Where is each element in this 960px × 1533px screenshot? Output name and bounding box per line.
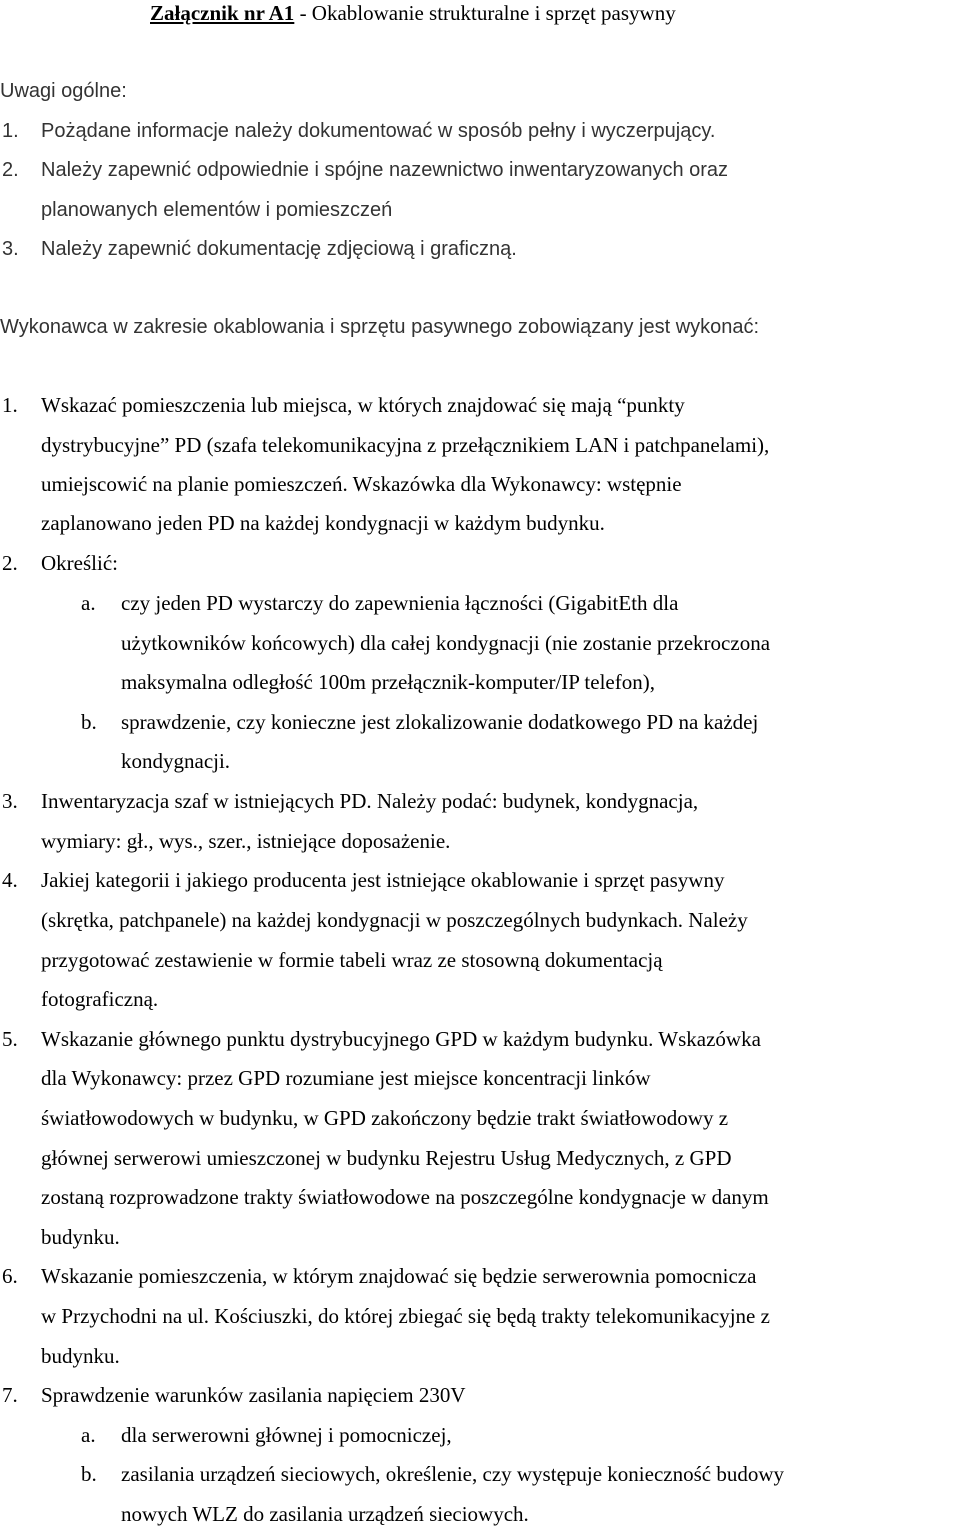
task-7b-letter: b. — [81, 1462, 97, 1486]
task-5-num: 5. — [2, 1027, 18, 1051]
task-4-num: 4. — [2, 868, 18, 892]
task-5-line-1: Wskazanie głównego punktu dystrybucyjnego GPD w każdym budynku. Wskazówka — [41, 1027, 761, 1051]
task-1-line-3: umiejscowić na planie pomieszczeń. Wskazówka dla Wykonawcy: wstępnie — [41, 472, 682, 496]
task-3-line-1: Inwentaryzacja szaf w istniejących PD. Należy podać: budynek, kondygnacja, — [41, 789, 699, 813]
task-2a-line-3: maksymalna odległość 100m przełącznik-komputer/IP telefon), — [121, 670, 655, 694]
task-5-line-6: budynku. — [41, 1225, 120, 1249]
task-6-line-1: Wskazanie pomieszczenia, w którym znajdować się będzie serwerownia pomocnicza — [41, 1264, 757, 1288]
task-7b-line-2: nowych WLZ do zasilania urządzeń sieciowych. — [121, 1502, 529, 1526]
task-7-num: 7. — [2, 1383, 18, 1407]
general-item-1-num: 1. — [2, 120, 19, 142]
task-7a-letter: a. — [81, 1423, 96, 1447]
task-6-line-3: budynku. — [41, 1344, 120, 1368]
general-item-2-line-2: planowanych elementów i pomieszczeń — [41, 199, 393, 221]
task-1-line-4: zaplanowano jeden PD na każdej kondygnacji w każdym budynku. — [41, 511, 605, 535]
task-5-line-4: głównej serwerowi umieszczonej w budynku Rejestru Usług Medycznych, z GPD — [41, 1146, 732, 1170]
task-1-line-2: dystrybucyjne” PD (szafa telekomunikacyjna z przełącznikiem LAN i patchpanelami), — [41, 433, 770, 457]
task-1-line-1: Wskazać pomieszczenia lub miejsca, w których znajdować się mają “punkty — [41, 393, 685, 417]
task-6-line-2: w Przychodni na ul. Kościuszki, do której zbiegać się będą trakty telekomunikacyjne z — [41, 1304, 770, 1328]
task-2a-line-1: czy jeden PD wystarczy do zapewnienia łączności (GigabitEth dla — [121, 591, 679, 615]
page-title — [150, 0, 676, 26]
general-item-2-line-1: Należy zapewnić odpowiednie i spójne nazewnictwo inwentaryzowanych oraz — [41, 159, 729, 181]
task-4-line-3: przygotować zestawienie w formie tabeli wraz ze stosowną dokumentacją — [41, 948, 663, 972]
task-7a-line-1: dla serwerowni głównej i pomocniczej, — [121, 1423, 452, 1447]
task-2a-line-2: użytkowników końcowych) dla całej kondygnacji (nie zostanie przekroczona — [121, 631, 771, 655]
title-rest: - Okablowanie strukturalne i sprzęt pasywny — [294, 1, 676, 25]
task-2b-line-1: sprawdzenie, czy konieczne jest zlokalizowanie dodatkowego PD na każdej — [121, 710, 759, 734]
general-heading: Uwagi ogólne: — [0, 80, 127, 102]
intro-text: Wykonawca w zakresie okablowania i sprzętu pasywnego zobowiązany jest wykonać: — [0, 316, 760, 338]
task-5-line-3: światłowodowych w budynku, w GPD zakończony będzie trakt światłowodowy z — [41, 1106, 729, 1130]
task-2-num: 2. — [2, 551, 18, 575]
task-3-num: 3. — [2, 789, 18, 813]
general-item-2-num: 2. — [2, 159, 19, 181]
task-2b-line-2: kondygnacji. — [121, 749, 231, 773]
task-4-line-4: fotograficzną. — [41, 987, 159, 1011]
task-2b-letter: b. — [81, 710, 97, 734]
task-4-line-2: (skrętka, patchpanele) na każdej kondygnacji w poszczególnych budynkach. Należy — [41, 908, 748, 932]
task-2a-letter: a. — [81, 591, 96, 615]
task-3-line-2: wymiary: gł., wys., szer., istniejące doposażenie. — [41, 829, 451, 853]
task-7-line-1: Sprawdzenie warunków zasilania napięciem 230V — [41, 1383, 466, 1407]
general-item-3-line-1: Należy zapewnić dokumentację zdjęciową i graficzną. — [41, 238, 517, 260]
task-5-line-5: zostaną rozprowadzone trakty światłowodowe na poszczególne kondygnacje w danym — [41, 1185, 769, 1209]
task-5-line-2: dla Wykonawcy: przez GPD rozumiane jest miejsce koncentracji linków — [41, 1066, 651, 1090]
task-1-num: 1. — [2, 393, 18, 417]
task-7b-line-1: zasilania urządzeń sieciowych, określenie, czy występuje konieczność budowy — [121, 1462, 784, 1486]
task-2-line-1: Określić: — [41, 551, 118, 575]
general-item-3-num: 3. — [2, 238, 19, 260]
task-6-num: 6. — [2, 1264, 18, 1288]
task-4-line-1: Jakiej kategorii i jakiego producenta jest istniejące okablowanie i sprzęt pasywny — [41, 868, 725, 892]
general-item-1-line-1: Pożądane informacje należy dokumentować w sposób pełny i wyczerpujący. — [41, 120, 716, 142]
title-strong: Załącznik nr A1 — [150, 1, 295, 25]
